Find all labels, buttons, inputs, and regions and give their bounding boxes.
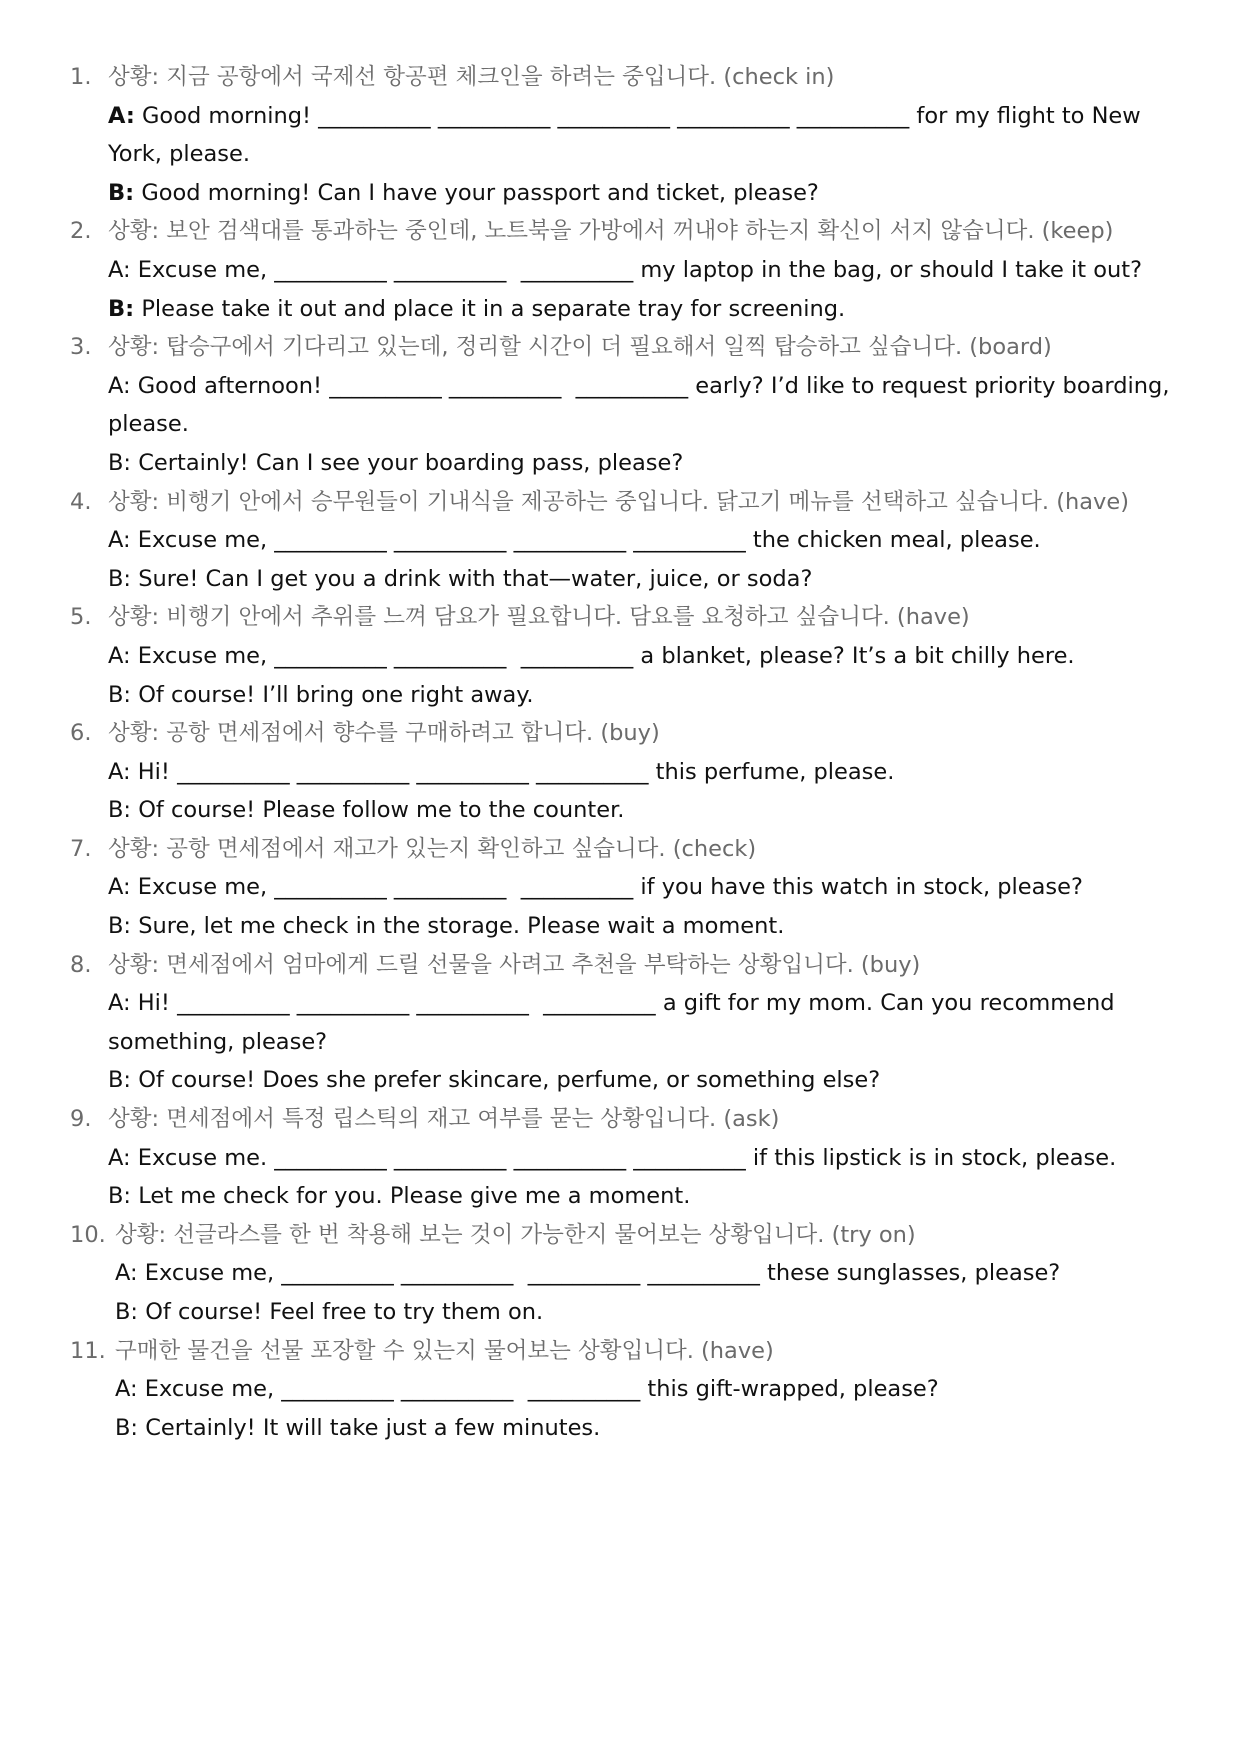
question-number: 10. — [70, 1221, 106, 1248]
question-prompt — [70, 1100, 1181, 1139]
question-number: 6. — [70, 720, 92, 747]
dialogue-text-b: Of course! Does she prefer skincare, perfume, or something else? — [138, 1067, 881, 1094]
dialogue-line-b — [108, 907, 1181, 946]
dialogue-text-b: Sure! Can I get you a drink with that—water, juice, or soda? — [138, 565, 813, 592]
question-item — [70, 1332, 1181, 1448]
situation-text: 상황: 비행기 안에서 추위를 느껴 담요가 필요합니다. 담요를 요청하고 싶습니다. (have) — [108, 604, 970, 631]
dialogue-text-a: Good afternoon! __________ __________ __________ early? I’d like to request priority boarding, please. — [108, 372, 1177, 438]
question-item — [70, 58, 1181, 212]
question-item — [70, 483, 1181, 599]
speaker-label-b: B: — [108, 295, 135, 322]
situation-text: 상황: 면세점에서 엄마에게 드릴 선물을 사려고 추천을 부탁하는 상황입니다. (buy) — [108, 951, 921, 978]
speaker-label-a: A: — [108, 990, 131, 1017]
dialogue-line-b — [108, 290, 1181, 329]
situation-text: 상황: 보안 검색대를 통과하는 중인데, 노트북을 가방에서 꺼내야 하는지 확신이 서지 않습니다. (keep) — [108, 218, 1114, 245]
dialogue-text-b: Sure, let me check in the storage. Please wait a moment. — [138, 913, 785, 940]
dialogue-line-a — [108, 1139, 1181, 1178]
situation-text: 상황: 선글라스를 한 번 착용해 보는 것이 가능한지 물어보는 상황입니다. (try on) — [115, 1221, 916, 1248]
dialogue-line-b — [108, 444, 1181, 483]
dialogue-text-a: Excuse me, __________ __________ __________ __________ the chicken meal, please. — [137, 527, 1041, 554]
dialogue-line-b — [108, 791, 1181, 830]
question-item — [70, 212, 1181, 328]
question-prompt — [70, 946, 1181, 985]
question-prompt — [70, 1332, 1181, 1371]
speaker-label-b: B: — [108, 1183, 132, 1210]
dialogue-text-a: Hi! __________ __________ __________ __________ this perfume, please. — [137, 758, 895, 785]
speaker-label-a: A: — [108, 758, 131, 785]
question-number: 11. — [70, 1337, 106, 1364]
situation-text: 상황: 면세점에서 특정 립스틱의 재고 여부를 묻는 상황입니다. (ask) — [108, 1106, 780, 1133]
situation-text: 상황: 공항 면세점에서 향수를 구매하려고 합니다. (buy) — [108, 720, 660, 747]
question-number: 1. — [70, 64, 92, 90]
dialogue-text-a: Excuse me, __________ __________ __________ if you have this watch in stock, please? — [137, 874, 1083, 901]
question-number: 3. — [70, 334, 92, 361]
dialogue-text-b: Of course! I’ll bring one right away. — [138, 681, 534, 708]
dialogue-line-a — [108, 984, 1181, 1061]
question-item — [70, 946, 1181, 1100]
speaker-label-a: A: — [115, 1376, 138, 1403]
speaker-label-b: B: — [115, 1414, 139, 1441]
question-item — [70, 714, 1181, 830]
dialogue-line-b — [108, 676, 1181, 715]
speaker-label-a: A: — [115, 1260, 138, 1287]
question-prompt — [70, 212, 1181, 251]
dialogue-text-a: Hi! __________ __________ __________ __________ a gift for my mom. Can you recommend something, please? — [108, 990, 1122, 1055]
dialogue-text-b: Good morning! Can I have your passport and ticket, please? — [141, 179, 819, 206]
question-prompt — [70, 830, 1181, 869]
dialogue-line-a — [115, 1370, 1181, 1409]
dialogue-line-a — [108, 367, 1181, 444]
speaker-label-b: B: — [108, 681, 132, 708]
dialogue-line-a — [108, 753, 1181, 792]
question-number: 5. — [70, 604, 92, 631]
speaker-label-a: A: — [108, 1144, 131, 1171]
speaker-label-a: A: — [108, 256, 131, 283]
question-prompt — [70, 714, 1181, 753]
speaker-label-a: A: — [108, 642, 131, 669]
speaker-label-a: A: — [108, 527, 131, 554]
speaker-label-b: B: — [108, 1067, 132, 1094]
dialogue-line-a — [108, 97, 1181, 174]
situation-text: 상황: 지금 공항에서 국제선 항공편 체크인을 하려는 중입니다. (check in) — [108, 64, 835, 90]
speaker-label-b: B: — [115, 1299, 139, 1325]
dialogue-line-a — [115, 1254, 1181, 1293]
situation-text: 구매한 물건을 선물 포장할 수 있는지 물어보는 상황입니다. (have) — [115, 1337, 774, 1364]
question-number: 7. — [70, 835, 92, 862]
dialogue-text-a: Excuse me. __________ __________ __________ __________ if this lipstick is in stock, please. — [137, 1144, 1117, 1171]
dialogue-text-b: Of course! Please follow me to the counter. — [138, 797, 625, 824]
speaker-label-a: A: — [108, 372, 131, 399]
question-item — [70, 328, 1181, 482]
dialogue-text-b: Certainly! Can I see your boarding pass, please? — [138, 449, 684, 476]
dialogue-line-a — [108, 521, 1181, 560]
speaker-label-b: B: — [108, 565, 132, 592]
dialogue-line-b — [115, 1409, 1181, 1448]
dialogue-line-a — [108, 251, 1181, 290]
question-prompt — [70, 483, 1181, 522]
situation-text: 상황: 공항 면세점에서 재고가 있는지 확인하고 싶습니다. (check) — [108, 835, 757, 862]
dialogue-text-b: Certainly! It will take just a few minutes. — [145, 1414, 601, 1441]
question-prompt — [70, 598, 1181, 637]
question-number: 9. — [70, 1106, 92, 1133]
question-prompt — [70, 58, 1181, 97]
dialogue-text-b: Please take it out and place it in a separate tray for screening. — [141, 295, 846, 322]
situation-text: 상황: 탑승구에서 기다리고 있는데, 정리할 시간이 더 필요해서 일찍 탑승하고 싶습니다. (board) — [108, 334, 1052, 361]
dialogue-text-a: Excuse me, __________ __________ __________ my laptop in the bag, or should I take it out? — [137, 256, 1143, 283]
dialogue-line-b — [108, 1061, 1181, 1100]
speaker-label-a: A: — [108, 874, 131, 901]
dialogue-text-b: Let me check for you. Please give me a moment. — [138, 1183, 691, 1210]
question-item — [70, 1216, 1181, 1332]
dialogue-line-a — [108, 868, 1181, 907]
question-number: 8. — [70, 951, 92, 978]
speaker-label-b: B: — [108, 913, 132, 940]
speaker-label-b: B: — [108, 449, 132, 476]
dialogue-line-b — [108, 560, 1181, 599]
dialogue-line-a — [108, 637, 1181, 676]
dialogue-text-a: Excuse me, __________ __________ __________ this gift-wrapped, please? — [144, 1376, 939, 1403]
question-item — [70, 830, 1181, 946]
question-item — [70, 1100, 1181, 1216]
speaker-label-a: A: — [108, 102, 135, 129]
dialogue-text-a: Excuse me, __________ __________ __________ a blanket, please? It’s a bit chilly here. — [137, 642, 1075, 669]
dialogue-text-b: Of course! Feel free to try them on. — [145, 1299, 544, 1325]
dialogue-line-b — [108, 174, 1181, 213]
dialogue-text-a: Good morning! __________ __________ __________ __________ __________ for my flight to New York, please. — [108, 102, 1148, 168]
question-number: 4. — [70, 488, 92, 515]
question-prompt — [70, 328, 1181, 367]
dialogue-line-b — [108, 1177, 1181, 1216]
dialogue-line-b — [115, 1293, 1181, 1332]
dialogue-text-a: Excuse me, __________ __________ __________ __________ these sunglasses, please? — [144, 1260, 1061, 1287]
situation-text: 상황: 비행기 안에서 승무원들이 기내식을 제공하는 중입니다. 닭고기 메뉴를 선택하고 싶습니다. (have) — [108, 488, 1129, 515]
speaker-label-b: B: — [108, 179, 135, 206]
question-number: 2. — [70, 218, 92, 245]
question-item — [70, 598, 1181, 714]
question-prompt — [70, 1216, 1181, 1255]
speaker-label-b: B: — [108, 797, 132, 824]
